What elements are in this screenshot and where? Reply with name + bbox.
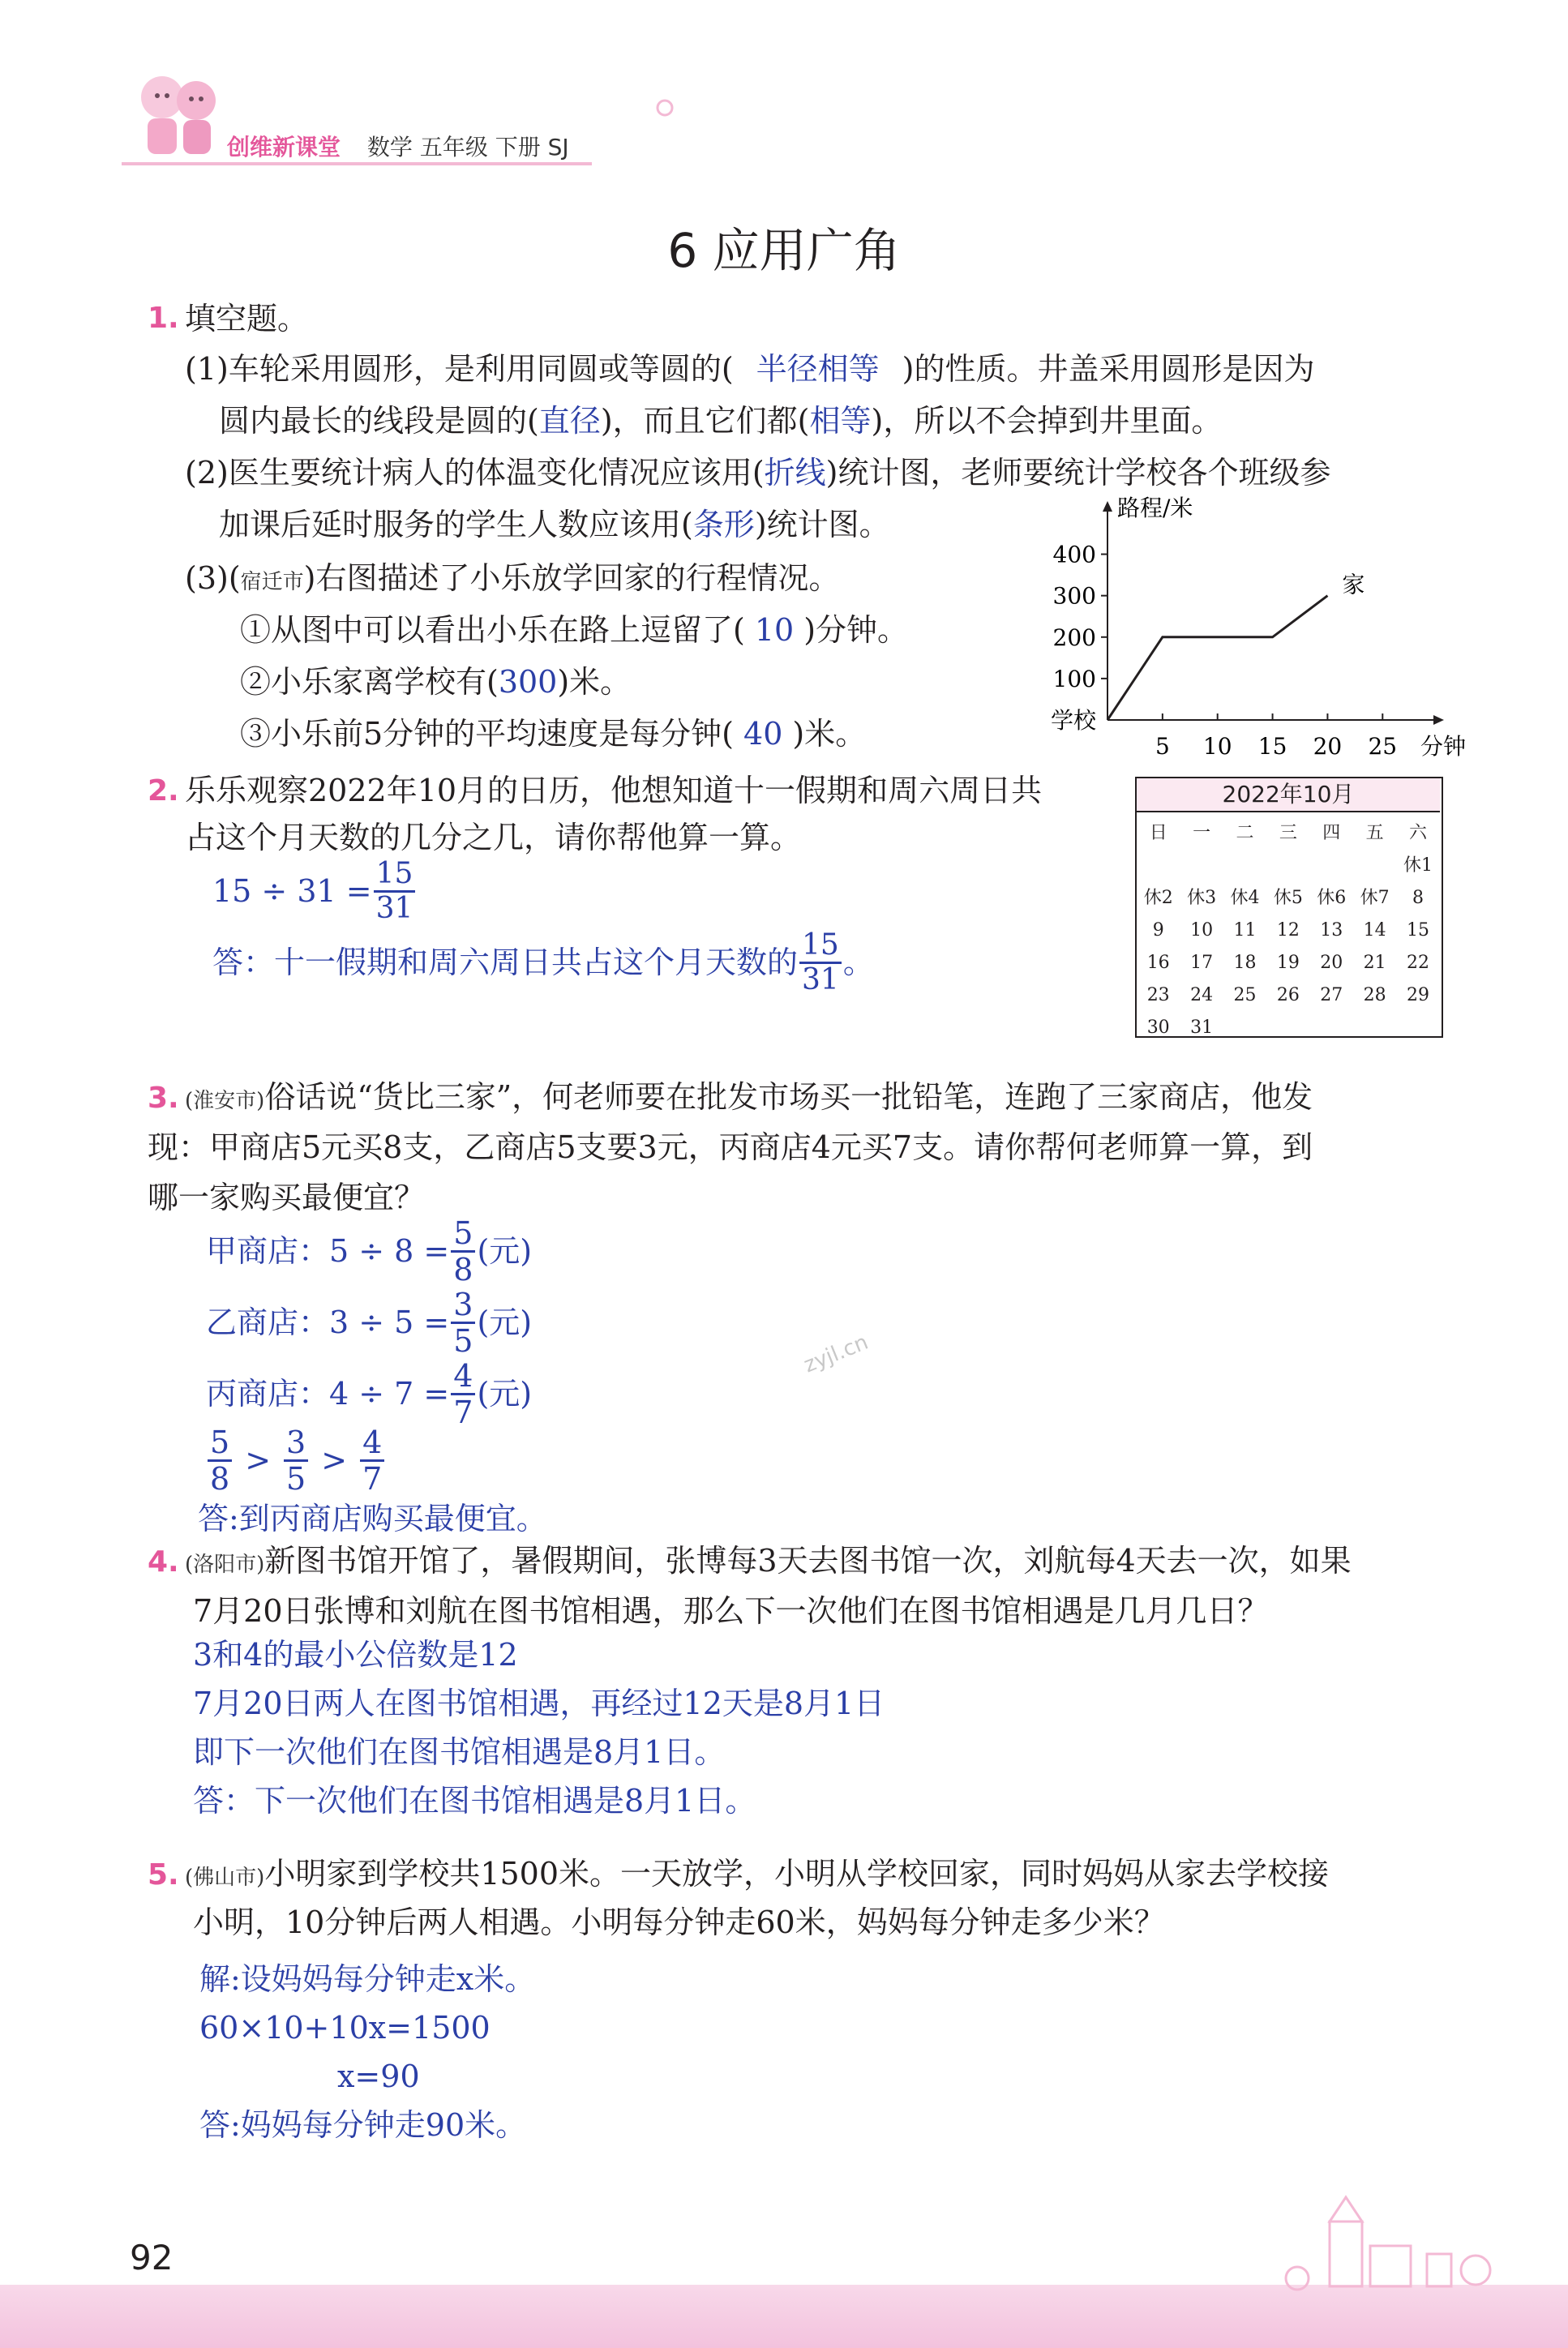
calendar-week-row <box>1137 915 1440 947</box>
q5-line2: 小明，10分钟后两人相遇。小明每分钟走60米，妈妈每分钟走多少米？ <box>193 1905 1165 1940</box>
calendar-day: 休4 <box>1230 888 1260 908</box>
q1-number: 1. <box>148 302 179 335</box>
q2-line1: 乐乐观察2022年10月的日历，他想知道十一假期和周六周日共 <box>185 773 1043 808</box>
q2-line2: 占这个月天数的几分之几，请你帮他算一算。 <box>185 820 802 855</box>
q3-shop-c: 丙商店：4 ÷ 7 = $\frac{4}{7}$ (元) <box>206 1358 533 1430</box>
calendar-day: 23 <box>1146 985 1170 1005</box>
q3-shop-a: 甲商店：5 ÷ 8 = $\frac{5}{8}$ (元) <box>206 1215 533 1288</box>
calendar-day: 15 <box>1407 920 1430 940</box>
q1-part2-line2: 加课后延时服务的学生人数应该用(条形)统计图。 <box>219 507 890 542</box>
calendar-weekday: 日 <box>1149 823 1167 843</box>
calendar-day <box>1223 1012 1266 1044</box>
q1-part1-line1: (1)车轮采用圆形，是利用同圆或等圆的( 半径相等 )的性质。井盖采用圆形是因为 <box>185 351 1315 387</box>
calendar-day: 21 <box>1363 953 1386 973</box>
x-tick-label: 10 <box>1202 733 1232 760</box>
calendar-day: 10 <box>1190 920 1214 940</box>
calendar-day <box>1180 850 1223 882</box>
q1-sub3: ③小乐前5分钟的平均速度是每分钟( 40 )米。 <box>240 716 867 752</box>
calendar-day: 22 <box>1407 953 1430 973</box>
calendar-weekday-row <box>1137 817 1440 850</box>
calendar-day: 11 <box>1233 920 1257 940</box>
q5-line1: (佛山市)小明家到学校共1500米。一天放学，小明从学校回家，同时妈妈从家去学校接 <box>185 1856 1330 1892</box>
fraction-3-5: $\frac{3}{5}$ <box>451 1289 475 1356</box>
source-city: 宿迁市 <box>240 570 304 594</box>
answer-diameter: 直径 <box>538 403 601 439</box>
calendar-day: 24 <box>1190 985 1214 1005</box>
calendar-day: 休1 <box>1403 855 1433 876</box>
y-tick-label: 100 <box>1052 665 1096 692</box>
q5-solution-3: x=90 <box>337 2059 420 2094</box>
y-axis-label: 路程/米 <box>1117 495 1193 521</box>
q2-answer: 答：十一假期和周六周日共占这个月天数的 $\frac{15}{31}$ 。 <box>212 928 874 996</box>
header-text <box>227 130 569 162</box>
book-info: 数学 五年级 下册 SJ <box>366 134 569 161</box>
q3-line1: (淮安市)俗话说“货比三家”，何老师要在批发市场买一批铅笔，连跑了三家商店，他发 <box>185 1079 1313 1115</box>
q1-part3-intro: (3)(宿迁市)右图描述了小乐放学回家的行程情况。 <box>185 560 840 596</box>
q4-number: 4. <box>148 1545 179 1579</box>
y-axis-arrow-icon <box>1103 501 1112 512</box>
calendar-day: 27 <box>1320 985 1343 1005</box>
x-tick-label: 15 <box>1257 733 1287 760</box>
x-axis-label: 分钟 <box>1420 733 1467 760</box>
route-line <box>1107 596 1327 720</box>
source-city: (佛山市) <box>185 1866 265 1890</box>
source-city: (洛阳市) <box>185 1553 265 1577</box>
calendar-week-row <box>1137 979 1440 1012</box>
calendar-day <box>1266 850 1309 882</box>
q5-solution-2: 60×10+10x=1500 <box>199 2010 491 2046</box>
calendar-day: 13 <box>1320 920 1343 940</box>
calendar-weekday: 三 <box>1279 823 1297 843</box>
y-tick-label: 300 <box>1052 582 1096 610</box>
flower-decoration-icon <box>649 96 681 120</box>
q3-shop-b: 乙商店：3 ÷ 5 = $\frac{3}{5}$ (元) <box>206 1287 533 1359</box>
q4-line2: 7月20日张博和刘航在图书馆相遇，那么下一次他们在图书馆相遇是几月几日？ <box>193 1593 1269 1629</box>
q5-number: 5. <box>148 1858 179 1892</box>
calendar-day: 12 <box>1276 920 1300 940</box>
q1-part2-line1: (2)医生要统计病人的体温变化情况应该用(折线)统计图，老师要统计学校各个班级参 <box>185 455 1331 491</box>
calendar-day: 20 <box>1320 953 1343 973</box>
calendar-day: 26 <box>1276 985 1300 1005</box>
y-tick-label: 400 <box>1052 541 1096 568</box>
calendar-day: 19 <box>1276 953 1300 973</box>
calendar-day <box>1137 850 1180 882</box>
calendar-day: 28 <box>1363 985 1386 1005</box>
calendar-day: 17 <box>1190 953 1214 973</box>
calendar-day <box>1266 1012 1309 1044</box>
answer-fraction-15-31: $\frac{15}{31}$ <box>799 931 842 995</box>
calendar-weekday: 六 <box>1409 823 1428 843</box>
calendar-day: 休5 <box>1273 888 1303 908</box>
q4-solution-2: 7月20日两人在图书馆相遇，再经过12天是8月1日 <box>193 1686 885 1721</box>
calendar-day: 18 <box>1233 953 1257 973</box>
page-number: 92 <box>130 2238 174 2277</box>
calendar-day: 8 <box>1412 888 1424 908</box>
answer-bar-chart: 条形 <box>692 507 755 542</box>
q3-answer: 答:到丙商店购买最便宜。 <box>198 1501 547 1536</box>
calendar-day: 休2 <box>1143 888 1173 908</box>
fraction-5-8: $\frac{5}{8}$ <box>451 1218 475 1285</box>
page-header <box>0 0 1568 178</box>
calendar-day <box>1396 1012 1439 1044</box>
calendar-day: 29 <box>1407 985 1430 1005</box>
source-city: (淮安市) <box>185 1089 265 1113</box>
answer-40: 40 <box>743 716 783 752</box>
calendar-week-row <box>1137 882 1440 915</box>
calendar-day <box>1353 850 1396 882</box>
calendar-week-row <box>1137 850 1440 882</box>
calendar-day: 休3 <box>1187 888 1217 908</box>
fraction-15-31: $\frac{15}{31}$ <box>374 859 416 923</box>
y-tick-label: 200 <box>1052 623 1096 651</box>
calendar-day: 16 <box>1146 953 1170 973</box>
answer-radius-equal: 半径相等 <box>756 351 880 387</box>
q3-line2: 现：甲商店5元买8支，乙商店5支要3元，丙商店4元买7支。请你帮何老师算一算，到 <box>148 1129 1313 1165</box>
cartoon-kids-logo-icon <box>130 65 227 170</box>
fraction-4-7: $\frac{4}{7}$ <box>451 1360 475 1428</box>
q1-sub1: ①从图中可以看出小乐在路上逗留了( 10 )分钟。 <box>240 612 909 648</box>
x-axis-arrow-icon <box>1433 715 1444 725</box>
home-label: 家 <box>1342 571 1365 598</box>
x-tick-label: 5 <box>1155 733 1170 760</box>
october-2022-calendar <box>1135 777 1443 1038</box>
calendar-day <box>1310 850 1353 882</box>
q5-solution-1: 解:设妈妈每分钟走x米。 <box>199 1961 536 1997</box>
page-title: 6 应用广角 <box>667 223 901 278</box>
route-line-chart <box>1038 495 1467 762</box>
brand-name: 创维新课堂 <box>227 134 341 161</box>
x-tick-label: 25 <box>1368 733 1398 760</box>
origin-label: 学校 <box>1051 707 1097 734</box>
calendar-day: 休7 <box>1360 888 1390 908</box>
calendar-day: 30 <box>1146 1018 1170 1038</box>
answer-line-chart: 折线 <box>764 455 826 491</box>
calendar-day: 31 <box>1190 1018 1214 1038</box>
calendar-weekday: 一 <box>1193 823 1211 843</box>
q4-solution-3: 即下一次他们在图书馆相遇是8月1日。 <box>193 1734 726 1770</box>
q3-comparison: $\frac{5}{8}$ > $\frac{3}{5}$ > $\frac{4}{7}$ <box>206 1427 386 1494</box>
q5-answer: 答:妈妈每分钟走90米。 <box>199 2107 527 2143</box>
calendar-week-row <box>1137 1012 1440 1044</box>
calendar-weekday: 四 <box>1322 823 1341 843</box>
q3-line3: 哪一家购买最便宜？ <box>148 1180 426 1215</box>
q4-solution-1: 3和4的最小公倍数是12 <box>193 1637 518 1673</box>
calendar-week-row <box>1137 947 1440 979</box>
answer-10: 10 <box>754 612 795 648</box>
q1-stem: 填空题。 <box>185 301 309 336</box>
answer-equal: 相等 <box>809 403 872 439</box>
calendar-day: 14 <box>1363 920 1386 940</box>
q1-sub2: ②小乐家离学校有(300)米。 <box>240 664 632 700</box>
q4-answer: 答：下一次他们在图书馆相遇是8月1日。 <box>193 1783 756 1819</box>
calendar-weekday: 二 <box>1236 823 1254 843</box>
q4-line1: (洛阳市)新图书馆开馆了，暑假期间，张博每3天去图书馆一次，刘航每4天去一次，如果 <box>185 1543 1352 1579</box>
watermark: zyjl.cn <box>800 1330 872 1378</box>
calendar-weekday: 五 <box>1365 823 1384 843</box>
calendar-day <box>1353 1012 1396 1044</box>
q2-number: 2. <box>148 774 179 808</box>
calendar-day: 25 <box>1233 985 1257 1005</box>
calendar-grid <box>1137 817 1440 1044</box>
calendar-title: 2022年10月 <box>1137 778 1440 812</box>
q3-number: 3. <box>148 1082 179 1115</box>
castle-decoration-icon <box>1265 2189 1508 2294</box>
calendar-day <box>1223 850 1266 882</box>
x-tick-label: 20 <box>1313 733 1343 760</box>
calendar-day <box>1310 1012 1353 1044</box>
answer-300: 300 <box>498 664 558 700</box>
calendar-day: 9 <box>1152 920 1164 940</box>
calendar-day: 休6 <box>1317 888 1347 908</box>
q1-part1-line2: 圆内最长的线段是圆的(直径)，而且它们都(相等)，所以不会掉到井里面。 <box>219 403 1223 439</box>
q2-calculation: 15 ÷ 31 = $\frac{15}{31}$ <box>212 859 417 923</box>
